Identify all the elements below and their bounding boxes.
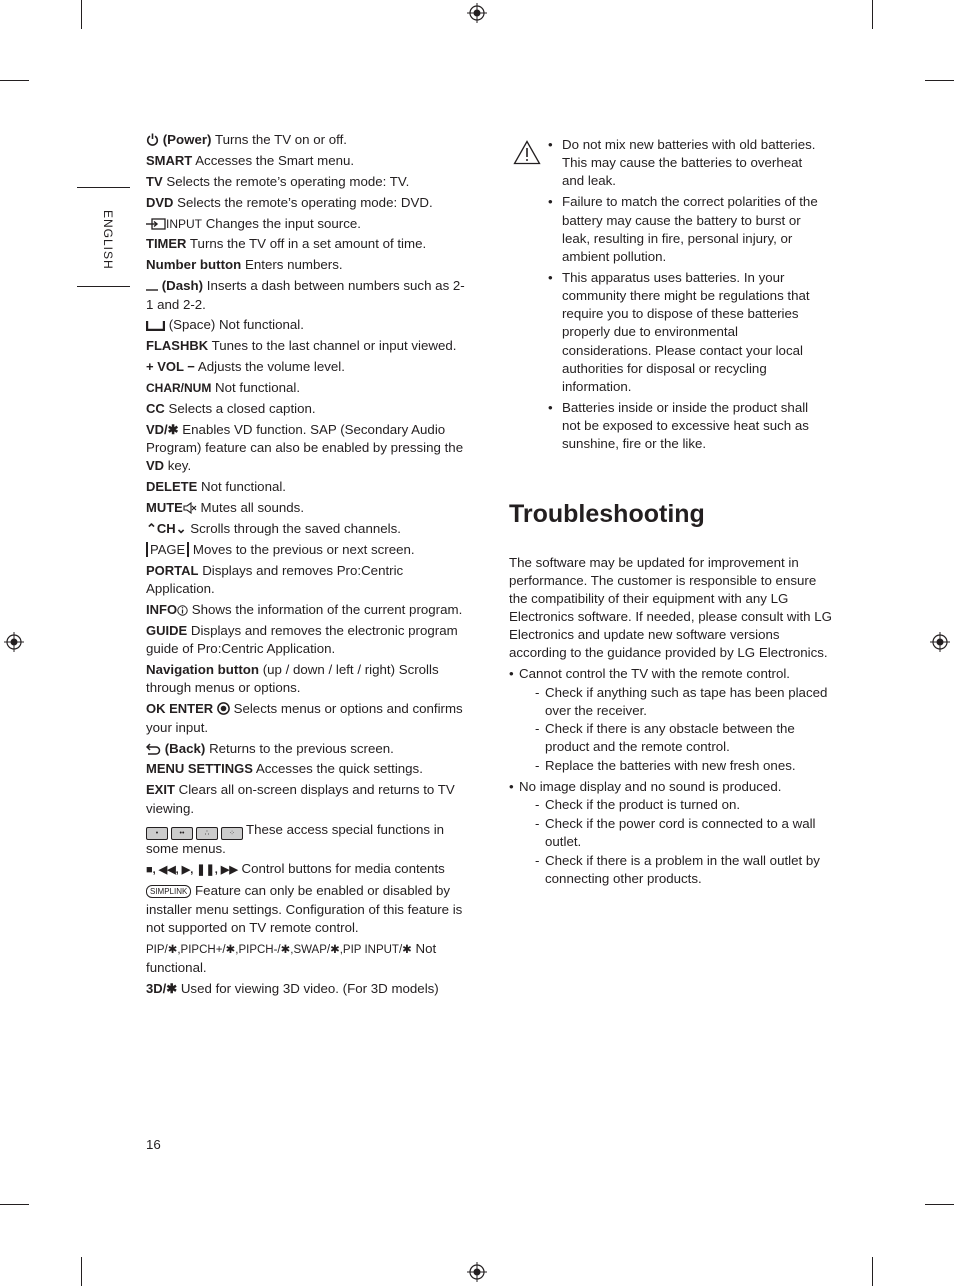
problem-item [509,778,834,888]
side-rule-bottom [77,286,130,287]
crop-mark [0,1204,29,1205]
input-icon [146,218,166,230]
simplink-icon: SIMPLINK [146,885,191,898]
check-item: - Check if the product is turned on. [519,796,834,814]
enter-icon [217,702,230,715]
color-buttons-icon [146,822,246,837]
dash-icon [146,282,158,292]
bullet: • [509,778,514,794]
problem-text: Cannot control the TV with the remote control. [519,666,791,681]
button-entry-space: (Space) Not functional. [146,316,471,334]
color-button-3: ∴ [196,827,218,840]
crop-mark [81,1257,82,1286]
button-entry-cc: CC Selects a closed caption. [146,400,316,416]
button-entry-vol: + VOL − Adjusts the volume level. [146,359,345,375]
battery-caution-list [548,136,828,456]
problem-item [509,665,834,775]
button-entry-input: INPUT Changes the input source. [146,215,471,233]
back-icon [146,743,161,755]
caution-item: • This apparatus uses batteries. In your community there might be regulations that require you to dispose of these batteries properly due to environmental considerations. Please contact your local authorities for disposal or recycling information. [548,269,828,396]
registration-mark-icon [4,632,24,652]
section-title: Troubleshooting [509,500,705,528]
button-entry-mute: MUTE Mutes all sounds. [146,500,305,516]
button-entry-media-controls: ■, ◀◀, ▶, ❚❚, ▶▶ Control buttons for media contents [146,861,445,877]
button-entry-smart: SMART Accesses the Smart menu. [146,152,355,168]
side-rule-top [77,187,130,188]
registration-mark-icon [467,1262,487,1282]
registration-mark-icon [467,3,487,23]
check-list [519,796,834,887]
button-entry-dash: (Dash) Inserts a dash between numbers such as 2-1 and 2-2. [146,278,465,312]
warning-icon [513,140,541,165]
button-entry-pip: PIP/✱,PIPCH+/✱,PIPCH-/✱,SWAP/✱,PIP INPUT/✱ Not functional. [146,940,437,976]
button-entry-page: PAGE Moves to the previous or next screen. [146,541,471,559]
power-icon [146,133,159,146]
button-entry-guide: GUIDE Displays and removes the electronic program guide of Pro:Centric Application. [146,623,458,657]
troubleshooting-list [509,665,834,890]
crop-mark [872,0,873,29]
button-entry-power: (Power) Turns the TV on or off. [146,131,471,149]
button-entry-flashbk: FLASHBK Tunes to the last channel or input viewed. [146,338,457,354]
button-entry-tv: TV Selects the remote’s operating mode: TV. [146,173,410,189]
check-item: - Check if there is any obstacle between the product and the remote control. [519,720,834,756]
bullet: • [509,666,514,681]
crop-mark [872,1257,873,1286]
page-number: 16 [146,1137,161,1152]
button-entry-portal: PORTAL Displays and removes Pro:Centric Application. [146,562,404,597]
caution-item: • Batteries inside or inside the product shall not be exposed to excessive heat such as sunshine, fire or the like. [548,399,828,454]
color-button-4: ⁘ [221,827,243,840]
button-entry-navigation: Navigation button (up / down / left / right) Scrolls through menus or options. [146,662,439,696]
check-item: - Check if anything such as tape has been placed over the receiver. [519,684,834,720]
check-item: - Check if there is a problem in the wall outlet by connecting other products. [519,852,834,888]
language-label: ENGLISH [101,210,115,270]
caution-item: • Do not mix new batteries with old batteries. This may cause the batteries to overheat and leak. [548,136,828,191]
button-entry-number: Number button Enters numbers. [146,257,343,273]
space-icon [146,320,165,331]
info-icon [177,605,188,616]
button-entry-ok-enter: OK ENTER Selects menus or options and confirms your input. [146,701,463,735]
button-entry-delete: DELETE Not functional. [146,479,287,495]
color-button-1: • [146,827,168,840]
crop-mark [0,80,29,81]
troubleshooting-intro: The software may be updated for improvement in performance. The customer is responsible to ensure the compatibility of their equipment with any LG Electronics software. If needed, please consult with LG Electronics and update new software versions according to the guidance provided by LG Electronics. [509,555,832,661]
crop-mark [925,80,954,81]
button-entry-vd: VD/✱ Enables VD function. SAP (Secondary Audio Program) feature can also be enabled by pressing the VD key. [146,421,464,474]
check-list [519,684,834,775]
color-button-2: •• [171,827,193,840]
button-entry-ch: ⌃CH⌄ Scrolls through the saved channels. [146,521,401,537]
button-entry-menu-settings: MENU SETTINGS Accesses the quick settings. [146,761,423,777]
button-entry-charnum: CHAR/NUM Not functional. [146,380,301,396]
crop-mark [925,1204,954,1205]
button-entry-color-buttons: • •• ∴ ⁘ These access special functions in some menus. [146,821,445,856]
check-item: - Replace the batteries with new fresh ones. [519,757,834,775]
mute-icon [183,502,197,514]
button-entry-simplink: SIMPLINK Feature can only be enabled or disabled by installer menu settings. Configuration of this feature is not supported on TV remote control. [146,883,463,935]
remote-buttons-list [146,131,471,1001]
button-entry-dvd: DVD Selects the remote’s operating mode: DVD. [146,194,433,210]
button-entry-back: (Back) Returns to the previous screen. [146,740,471,758]
media-controls-icon: ■, ◀◀, ▶, ❚❚, ▶▶ [146,864,238,877]
check-item: - Check if the power cord is connected to a wall outlet. [519,815,834,851]
problem-text: No image display and no sound is produced. [519,778,782,794]
button-entry-info: INFO Shows the information of the current program. [146,602,463,618]
button-entry-timer: TIMER Turns the TV off in a set amount of time. [146,236,427,252]
caution-item: • Failure to match the correct polarities of the battery may cause the battery to burst or leak, resulting in fire, personal injury, or ambient pollution. [548,193,828,266]
crop-mark [81,0,82,29]
button-entry-exit: EXIT Clears all on-screen displays and returns to TV viewing. [146,782,455,816]
button-entry-3d: 3D/✱ Used for viewing 3D video. (For 3D models) [146,980,439,996]
registration-mark-icon [930,632,950,652]
